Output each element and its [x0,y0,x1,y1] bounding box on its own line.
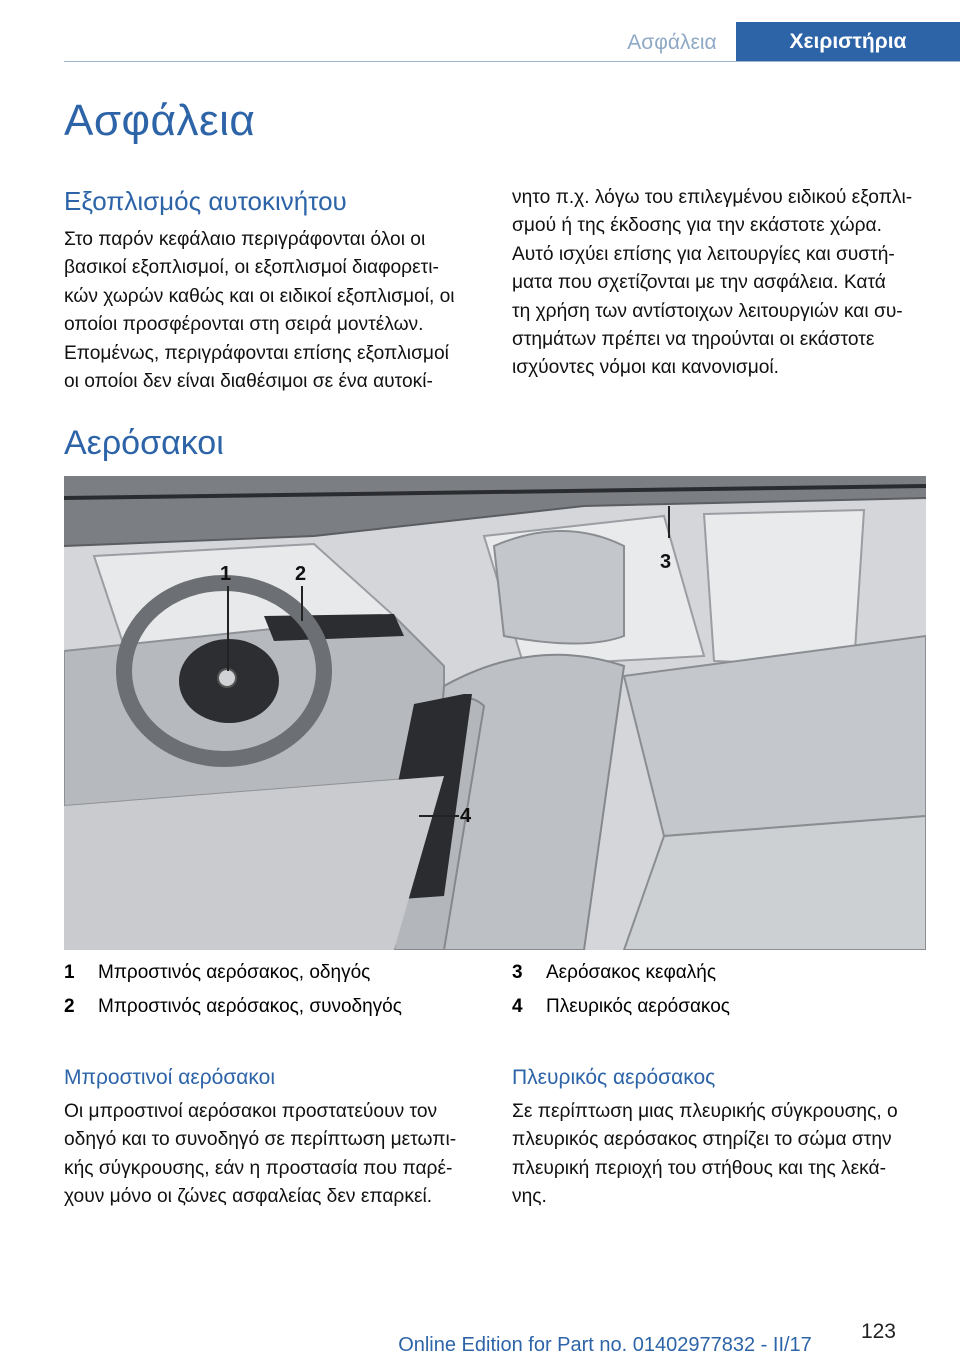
header-tab-controls[interactable]: Χειριστήρια [736,22,960,62]
legend-number: 3 [512,962,523,983]
page-header [0,0,960,62]
section-heading-airbags: Αερόσακοι [64,424,224,462]
callout-1: 1 [220,563,232,585]
text-line: ισχύοντες νόμοι και κανονισμοί. [512,357,780,379]
equipment-text-right [512,184,912,383]
text-line: Αυτό ισχύει επίσης για λειτουργίες και συστή- [512,243,895,265]
page-number: 123 [860,1320,896,1343]
legend-text: Μπροστινός αερόσακος, οδηγός [98,962,371,983]
text-line: Στο παρόν κεφάλαιο περιγράφονται όλοι οι [64,229,426,250]
edition-footer: Online Edition for Part no. 01402977832 - II/17 [398,1334,812,1356]
page-title: Ασφάλεια [64,96,256,145]
car-interior-drawing [64,476,926,950]
text-line: βασικοί εξοπλισμοί, οι εξοπλισμοί διαφορετι- [64,257,439,279]
header-tab-safety[interactable]: Ασφάλεια [627,31,717,54]
text-line: νης. [512,1186,547,1208]
equipment-text-left [64,226,455,396]
subheading-side-airbag: Πλευρικός αερόσακος [512,1066,716,1089]
airbag-illustration [64,476,926,950]
text-line: πλευρική περιοχή του στήθους και της λεκά- [512,1157,887,1179]
text-line: οδηγό και το συνοδηγό σε περίπτωση μετωπι- [64,1129,457,1151]
legend-item [64,990,402,1024]
side-airbag-text [512,1098,898,1212]
callout-4: 4 [460,805,472,827]
legend-item [512,990,730,1024]
text-line: Οι μπροστινοί αερόσακοι προστατεύουν τον [64,1101,438,1122]
header-rule [64,61,960,62]
text-line: πλευρικός αερόσακος στηρίζει το σώμα στην [512,1129,892,1151]
text-line: ματα που σχετίζονται με την ασφάλεια. Κατά [512,272,886,294]
text-line: Επομένως, περιγράφονται επίσης εξοπλισμοί [64,342,449,364]
callout-2: 2 [295,563,307,585]
text-line: οι οποίοι δεν είναι διαθέσιμοι σε ένα αυτοκί- [64,371,433,393]
front-airbags-text [64,1098,456,1212]
text-line: Σε περίπτωση μιας πλευρικής σύγκρουσης, ο [512,1101,898,1122]
legend-number: 4 [512,996,523,1017]
text-line: τη χρήση των αντίστοιχων λειτουργιών και συ- [512,300,903,322]
text-line: σμού ή της έκδοσης για την εκάστοτε χώρα. [512,215,882,237]
section-heading-equipment: Εξοπλισμός αυτοκινήτου [64,186,347,216]
text-line: χουν μόνο οι ζώνες ασφαλείας δεν επαρκεί. [64,1186,433,1208]
legend-left [64,956,402,1024]
legend-right [512,956,730,1024]
text-line: κών χωρών καθώς και οι ειδικοί εξοπλισμοί, οι [64,285,455,307]
subheading-front-airbags: Μπροστινοί αερόσακοι [64,1066,276,1089]
legend-item [512,956,730,990]
text-line: οποίοι προσφέρονται στη σειρά μοντέλων. [64,314,424,336]
legend-number: 2 [64,996,75,1017]
legend-text: Πλευρικός αερόσακος [546,996,730,1017]
text-line: κής σύγκρουσης, εάν η προστασία που παρέ- [64,1157,453,1179]
text-line: νητο π.χ. λόγω του επιλεγμένου ειδικού εξοπλι- [512,187,913,208]
callout-3: 3 [660,551,672,573]
legend-text: Αερόσακος κεφαλής [546,962,716,983]
legend-text: Μπροστινός αερόσακος, συνοδηγός [98,996,402,1017]
text-line: στημάτων πρέπει να τηρούνται οι εκάστοτε [512,329,875,351]
legend-item [64,956,402,990]
legend-number: 1 [64,962,75,983]
